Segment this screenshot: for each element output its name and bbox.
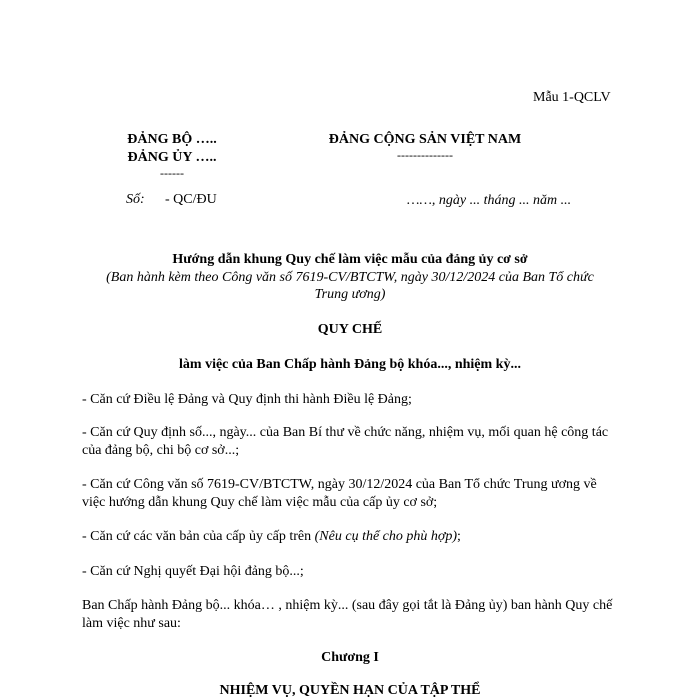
basis-item: - Căn cứ Điều lệ Đảng và Quy định thi hành Điều lệ Đảng;	[82, 392, 412, 407]
basis-item: - Căn cứ Nghị quyết Đại hội đảng bộ...;	[82, 564, 304, 579]
party-name: ĐẢNG CỘNG SẢN VIỆT NAM	[328, 132, 522, 147]
regulation-title: QUY CHẾ	[317, 322, 383, 337]
chapter-label: Chương I	[321, 650, 379, 665]
basis-item	[82, 528, 612, 546]
chapter-title: NHIỆM VỤ, QUYỀN HẠN CỦA TẬP THỂ	[219, 683, 481, 698]
left-divider: ------	[160, 166, 184, 180]
basis-item: - Căn cứ Công văn số 7619-CV/BTCTW, ngày 30/12/2024 của Ban Tổ chức Trung ương về việc hướng dẫn khung Quy chế làm việc mẫu của cấp ủy cơ sở;	[82, 477, 597, 510]
party-committee-line1: ĐẢNG BỘ …..	[127, 132, 217, 147]
party-committee-line2: ĐẢNG ỦY …..	[127, 150, 217, 165]
basis-item-note: (Nêu cụ thể cho phù hợp)	[314, 529, 458, 544]
issuance-paragraph: Ban Chấp hành Đảng bộ... khóa… , nhiệm kỳ... (sau đây gọi tắt là Đảng ủy) ban hành Quy chế làm việc như sau:	[82, 598, 613, 631]
regulation-subtitle: làm việc của Ban Chấp hành Đảng bộ khóa..., nhiệm kỳ...	[179, 357, 521, 372]
guide-title: Hướng dẫn khung Quy chế làm việc mẫu của đảng ủy cơ sở	[172, 252, 528, 267]
guide-subtitle-line1: (Ban hành kèm theo Công văn số 7619-CV/BTCTW, ngày 30/12/2024 của Ban Tổ chức	[106, 270, 594, 285]
document-number-label: Số:	[126, 192, 145, 207]
basis-item-text: - Căn cứ các văn bản của cấp ủy cấp trên	[82, 529, 315, 544]
guide-subtitle-line2: Trung ương)	[314, 287, 386, 302]
right-divider: --------------	[397, 148, 453, 162]
document-number-value: - QC/ĐU	[165, 192, 217, 207]
place-date: ……, ngày ... tháng ... năm ...	[407, 193, 572, 208]
basis-item: - Căn cứ Quy định số..., ngày... của Ban Bí thư về chức năng, nhiệm vụ, mối quan hệ công tác của đảng bộ, chi bộ cơ sở...;	[82, 425, 609, 458]
basis-item-end: ;	[457, 529, 461, 544]
form-code: Mẫu 1-QCLV	[533, 90, 611, 105]
